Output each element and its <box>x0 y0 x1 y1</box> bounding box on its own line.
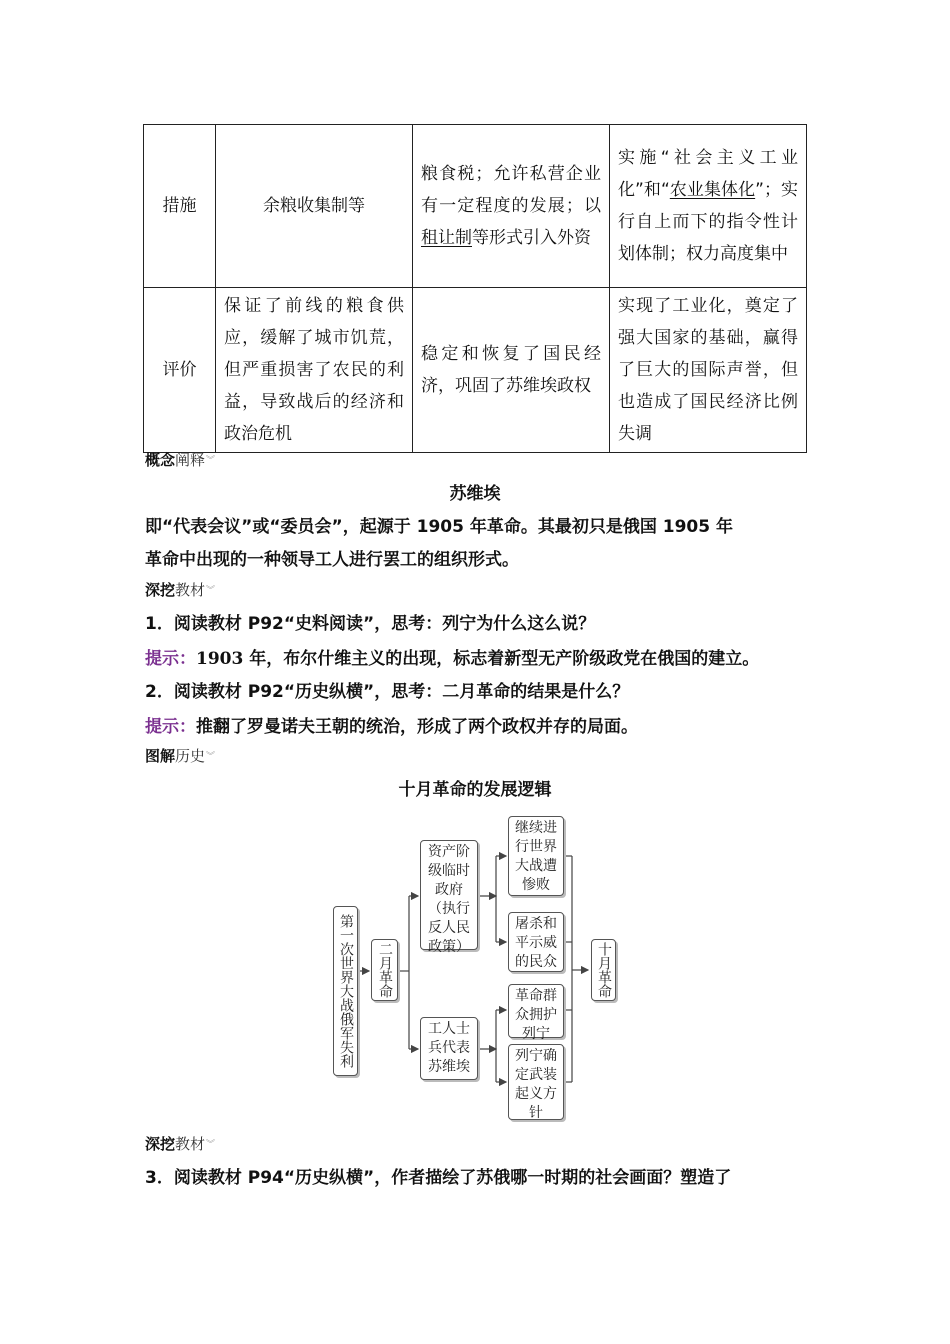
node-october-revolution: 十月革命 <box>591 939 616 1001</box>
underlined-term: 农业集体化 <box>669 180 756 200</box>
section-label-dig: 深挖教材︾ <box>145 1135 216 1153</box>
hint-label: 提示： <box>145 717 196 737</box>
node-ww1-defeat: 第一次世界大战俄军失利 <box>333 906 358 1076</box>
cell-stalin-model-evaluation: 实现了工业化，奠定了强大国家的基础，赢得了巨大的国际声誉，但也造成了国民经济比例失调 <box>610 288 807 453</box>
question-text: 3．阅读教材 P94“历史纵横”，作者描绘了苏俄哪一时期的社会画面？塑造了 <box>145 1168 732 1188</box>
question-text: 1．阅读教材 P92“史料阅读”，思考：列宁为什么这么说？ <box>145 614 596 634</box>
node-war-defeat: 继续进行世界大战遭惨败 <box>508 816 564 896</box>
cell-war-communism-measures: 余粮收集制等 <box>216 125 413 288</box>
double-chevron-icon: ︾ <box>206 752 216 762</box>
question-text: 2．阅读教材 P92“历史纵横”，思考：二月革命的结果是什么？ <box>145 682 630 702</box>
hint-label: 提示： <box>145 649 196 669</box>
node-armed-uprising: 列宁确定武装起义方针 <box>508 1044 564 1120</box>
row-header-evaluation: 评价 <box>144 288 216 453</box>
double-chevron-icon: ︾ <box>206 456 216 466</box>
underlined-term: 租让制 <box>421 228 472 248</box>
node-soviet: 工人士兵代表苏维埃 <box>420 1017 478 1080</box>
node-massacre: 屠杀和平示威的民众 <box>508 912 564 972</box>
section-label-dig: 深挖教材︾ <box>145 581 216 599</box>
cell-stalin-model-measures: 实施“社会主义工业化”和“农业集体化”；实行自上而下的指令性计划体制；权力高度集中 <box>610 125 807 288</box>
node-provisional-government: 资产阶级临时政府（执行反人民政策） <box>420 840 478 950</box>
node-february-revolution: 二月革命 <box>371 939 398 1001</box>
double-chevron-icon: ︾ <box>206 1140 216 1150</box>
concept-text-line: 即“代表会议”或“委员会”，起源于 1905 年革命。其最初只是俄国 1905 年 <box>145 517 733 537</box>
cell-war-communism-evaluation: 保证了前线的粮食供应，缓解了城市饥荒，但严重损害了农民的利益，导致战后的经济和政治危机 <box>216 288 413 453</box>
row-header-measures: 措施 <box>144 125 216 288</box>
cell-nep-evaluation: 稳定和恢复了国民经济，巩固了苏维埃政权 <box>413 288 610 453</box>
concept-title: 苏维埃 <box>449 484 501 504</box>
double-chevron-icon: ︾ <box>206 586 216 596</box>
hint-text: 1903 年，布尔什维主义的出现，标志着新型无产阶级政党在俄国的建立。 <box>196 649 760 669</box>
diagram-title: 十月革命的发展逻辑 <box>398 780 552 800</box>
section-label-concept: 概念阐释︾ <box>145 451 216 469</box>
concept-text-line: 革命中出现的一种领导工人进行罢工的组织形式。 <box>145 550 519 570</box>
section-label-diagram: 图解历史︾ <box>145 747 216 765</box>
node-masses-support: 革命群众拥护列宁 <box>508 984 564 1038</box>
cell-nep-measures: 粮食税；允许私营企业有一定程度的发展；以租让制等形式引入外资 <box>413 125 610 288</box>
hint-text: 推翻了罗曼诺夫王朝的统治，形成了两个政权并存的局面。 <box>196 717 638 737</box>
